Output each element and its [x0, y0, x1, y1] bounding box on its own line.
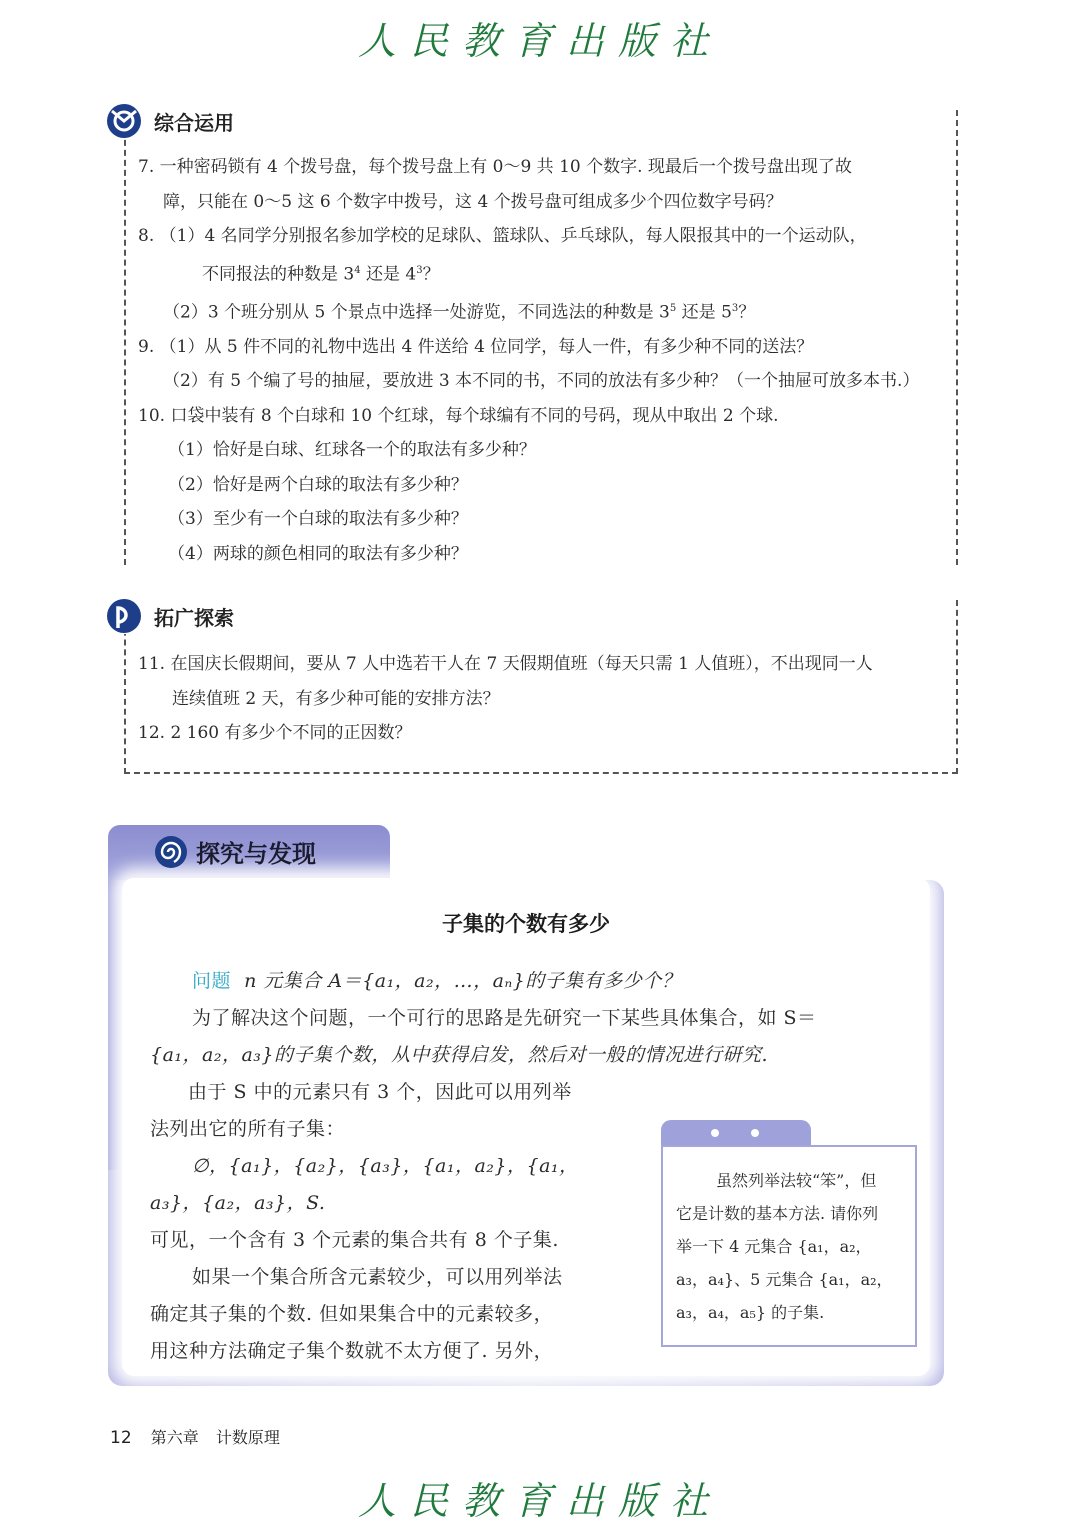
- body-line: 确定其子集的个数. 但如果集合中的元素较多，: [150, 1303, 554, 1325]
- question-text: n 元集合 A＝{a₁，a₂，…，aₙ}的子集有多少个？: [244, 970, 682, 992]
- body-line: 法列出它的所有子集：: [150, 1118, 346, 1140]
- exercise-12: 12. 2 160 有多少个不同的正因数？: [138, 723, 412, 743]
- publisher-watermark-top: 人民教育出版社: [357, 19, 722, 63]
- exercise-10-part-3: （3）至少有一个白球的取法有多少种？: [168, 509, 468, 530]
- exercise-9-line-2: （2）有 5 个编了号的抽屉，要放进 3 本不同的书，不同的放法有多少种？（一个抽屉可放多本书.）: [163, 371, 920, 392]
- explore-spiral-icon: [154, 835, 188, 869]
- text-span: 还是 4: [360, 264, 417, 285]
- exercise-list-extension: [138, 647, 873, 751]
- text-span: 还是 5: [676, 302, 732, 323]
- note-line: 举一下 4 元集合 {a₁，a₂，: [676, 1237, 872, 1256]
- body-line: 如果一个集合所含元素较少，可以用列举法: [192, 1266, 563, 1288]
- chapter-label: 第六章: [150, 1428, 199, 1447]
- note-dot: [751, 1129, 759, 1137]
- exercise-8-line-3: [138, 292, 919, 330]
- question-line: [150, 963, 817, 1000]
- publisher-watermark-bottom: 人民教育出版社: [357, 1479, 722, 1523]
- exercise-7-line-2: 障，只能在 0～5 这 6 个数字中拨号，这 4 个拨号盘可组成多少个四位数字号码？: [163, 191, 783, 212]
- superscript: 3: [731, 302, 739, 314]
- question-label: 问题: [192, 970, 232, 992]
- note-line: 它是计数的基本方法. 请你列: [676, 1204, 879, 1223]
- note-line: 虽然列举法较“笨”，但: [716, 1171, 877, 1190]
- extension-icon: [106, 598, 142, 634]
- exercise-8-line-1: 8. （1）4 名同学分别报名参加学校的足球队、篮球队、乒乓球队，每人限报其中的一个运动队，: [138, 226, 867, 246]
- page-footer: [110, 1425, 280, 1448]
- explore-banner-title: 探究与发现: [196, 840, 316, 868]
- note-line: a₃，a₄，a₅} 的子集.: [676, 1303, 825, 1322]
- body-line: 可见，一个含有 3 个元素的集合共有 8 个子集.: [150, 1229, 559, 1251]
- exercise-8-line-2: [138, 254, 919, 292]
- exercise-10-line-1: 10. 口袋中装有 8 个白球和 10 个红球，每个球编有不同的号码，现从中取出 2 个球.: [138, 405, 779, 426]
- superscript: 5: [669, 302, 677, 314]
- explore-title: 子集的个数有多少: [442, 912, 610, 936]
- exercise-11-line-1: 11. 在国庆长假期间，要从 7 人中选若干人在 7 天假期值班（每天只需 1 人值班），不出现同一人: [138, 654, 873, 674]
- exercise-10-part-2: （2）恰好是两个白球的取法有多少种？: [168, 474, 468, 495]
- chapter-title: 计数原理: [215, 1428, 280, 1447]
- exercise-10-part-4: （4）两球的颜色相同的取法有多少种？: [168, 543, 468, 564]
- comprehensive-icon: [106, 103, 142, 139]
- text-span: 不同报法的种数是 3: [202, 264, 355, 285]
- note-dot: [711, 1129, 719, 1137]
- section-header-extension: [106, 598, 244, 634]
- exercise-list-comprehensive: [138, 150, 919, 571]
- exercise-11-line-2: 连续值班 2 天，有多少种可能的安排方法？: [172, 688, 500, 709]
- superscript: 3: [416, 264, 423, 276]
- section-title: 拓广探索: [154, 605, 234, 630]
- body-line: 用这种方法确定子集个数就不太方便了. 另外，: [150, 1340, 554, 1362]
- section-title: 综合运用: [154, 110, 234, 135]
- superscript: 4: [354, 264, 361, 276]
- exercise-9-line-1: 9. （1）从 5 件不同的礼物中选出 4 件送给 4 位同学，每人一件，有多少种不同的送法？: [138, 336, 814, 357]
- text-span: ？: [738, 302, 756, 323]
- body-line: {a₁，a₂，a₃}的子集个数，从中获得启发，然后对一般的情况进行研究.: [150, 1044, 769, 1066]
- section-header-comprehensive: [106, 103, 244, 139]
- page-number: 12: [110, 1428, 132, 1448]
- body-line: 由于 S 中的元素只有 3 个，因此可以用列举: [188, 1081, 572, 1103]
- side-note-text: [676, 1164, 893, 1329]
- subset-list-line-1: ∅，{a₁}，{a₂}，{a₃}，{a₁，a₂}，{a₁，: [192, 1155, 579, 1177]
- text-span: （2）3 个班分别从 5 个景点中选择一处游览，不同选法的种数是 3: [163, 302, 670, 323]
- note-line: a₃，a₄}、5 元集合 {a₁，a₂，: [676, 1270, 893, 1289]
- exercise-7-line-1: 7. 一种密码锁有 4 个拨号盘，每个拨号盘上有 0～9 共 10 个数字. 现最后一个拨号盘出现了故: [138, 157, 852, 177]
- text-span: ？: [422, 264, 440, 285]
- body-line: 为了解决这个问题，一个可行的思路是先研究一下某些具体集合，如 S＝: [192, 1007, 817, 1029]
- exercise-10-part-1: （1）恰好是白球、红球各一个的取法有多少种？: [168, 440, 536, 461]
- subset-list-line-2: a₃}，{a₂，a₃}，S.: [150, 1192, 326, 1214]
